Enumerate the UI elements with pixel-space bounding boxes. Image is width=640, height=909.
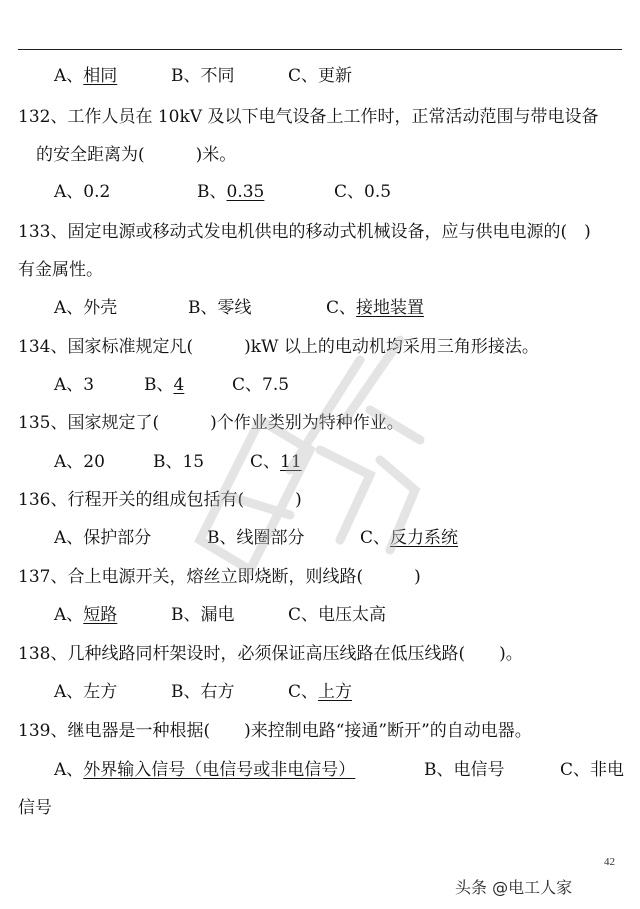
question-133-text: 133、固定电源或移动式发电机供电的移动式机械设备，应与供电电源的( ) (18, 222, 591, 242)
option-b: B、电信号 (424, 760, 505, 780)
option-c: C、0.5 (334, 182, 392, 202)
option-b: B、不同 (171, 66, 235, 86)
option-a: A、外壳 (54, 298, 118, 318)
option-c: C、7.5 (232, 375, 290, 395)
option-c: C、电压太高 (288, 605, 387, 625)
option-b: B、4 (144, 375, 185, 395)
option-a: A、3 (54, 375, 95, 395)
question-137-text: 137、合上电源开关，熔丝立即烧断，则线路( ) (18, 567, 421, 587)
top-rule (18, 49, 622, 50)
option-c: C、上方 (288, 682, 353, 702)
options-row-139-wrap: 信号 (18, 798, 52, 818)
option-a: A、相同 (54, 66, 118, 86)
option-c: C、反力系统 (360, 528, 459, 548)
option-b: B、15 (153, 452, 205, 472)
question-133-text-cont: 有金属性。 (18, 260, 103, 280)
question-135-text: 135、国家规定了( )个作业类别为特种作业。 (18, 413, 404, 433)
question-139-text: 139、继电器是一种根据( )来控制电路“接通”断开”的自动电器。 (18, 721, 532, 741)
option-b: B、右方 (171, 682, 235, 702)
option-c: C、非电 (560, 760, 625, 780)
option-c: C、接地装置 (326, 298, 425, 318)
option-b: B、漏电 (171, 605, 235, 625)
option-a: A、左方 (54, 682, 118, 702)
option-a: A、0.2 (54, 182, 111, 202)
option-c: C、11 (250, 452, 302, 472)
question-136-text: 136、行程开关的组成包括有( ) (18, 490, 302, 510)
option-b: B、零线 (188, 298, 252, 318)
option-b: B、线圈部分 (207, 528, 305, 548)
question-132-text: 132、工作人员在 10kV 及以下电气设备上工作时，正常活动范围与带电设备 (18, 107, 599, 127)
question-132-text-cont: 的安全距离为( )米。 (36, 145, 237, 165)
option-c: C、更新 (288, 66, 353, 86)
option-a: A、短路 (54, 605, 118, 625)
question-138-text: 138、几种线路同杆架设时，必须保证高压线路在低压线路( )。 (18, 644, 523, 664)
source-credit: 头条 @电工人家 (455, 878, 573, 897)
option-a: A、保护部分 (54, 528, 152, 548)
option-b: B、0.35 (197, 182, 265, 202)
question-134-text: 134、国家标准规定凡( )kW 以上的电动机均采用三角形接法。 (18, 337, 539, 357)
page-number: 42 (604, 856, 615, 868)
option-a: A、外界输入信号（电信号或非电信号） (54, 760, 356, 780)
option-a: A、20 (54, 452, 105, 472)
